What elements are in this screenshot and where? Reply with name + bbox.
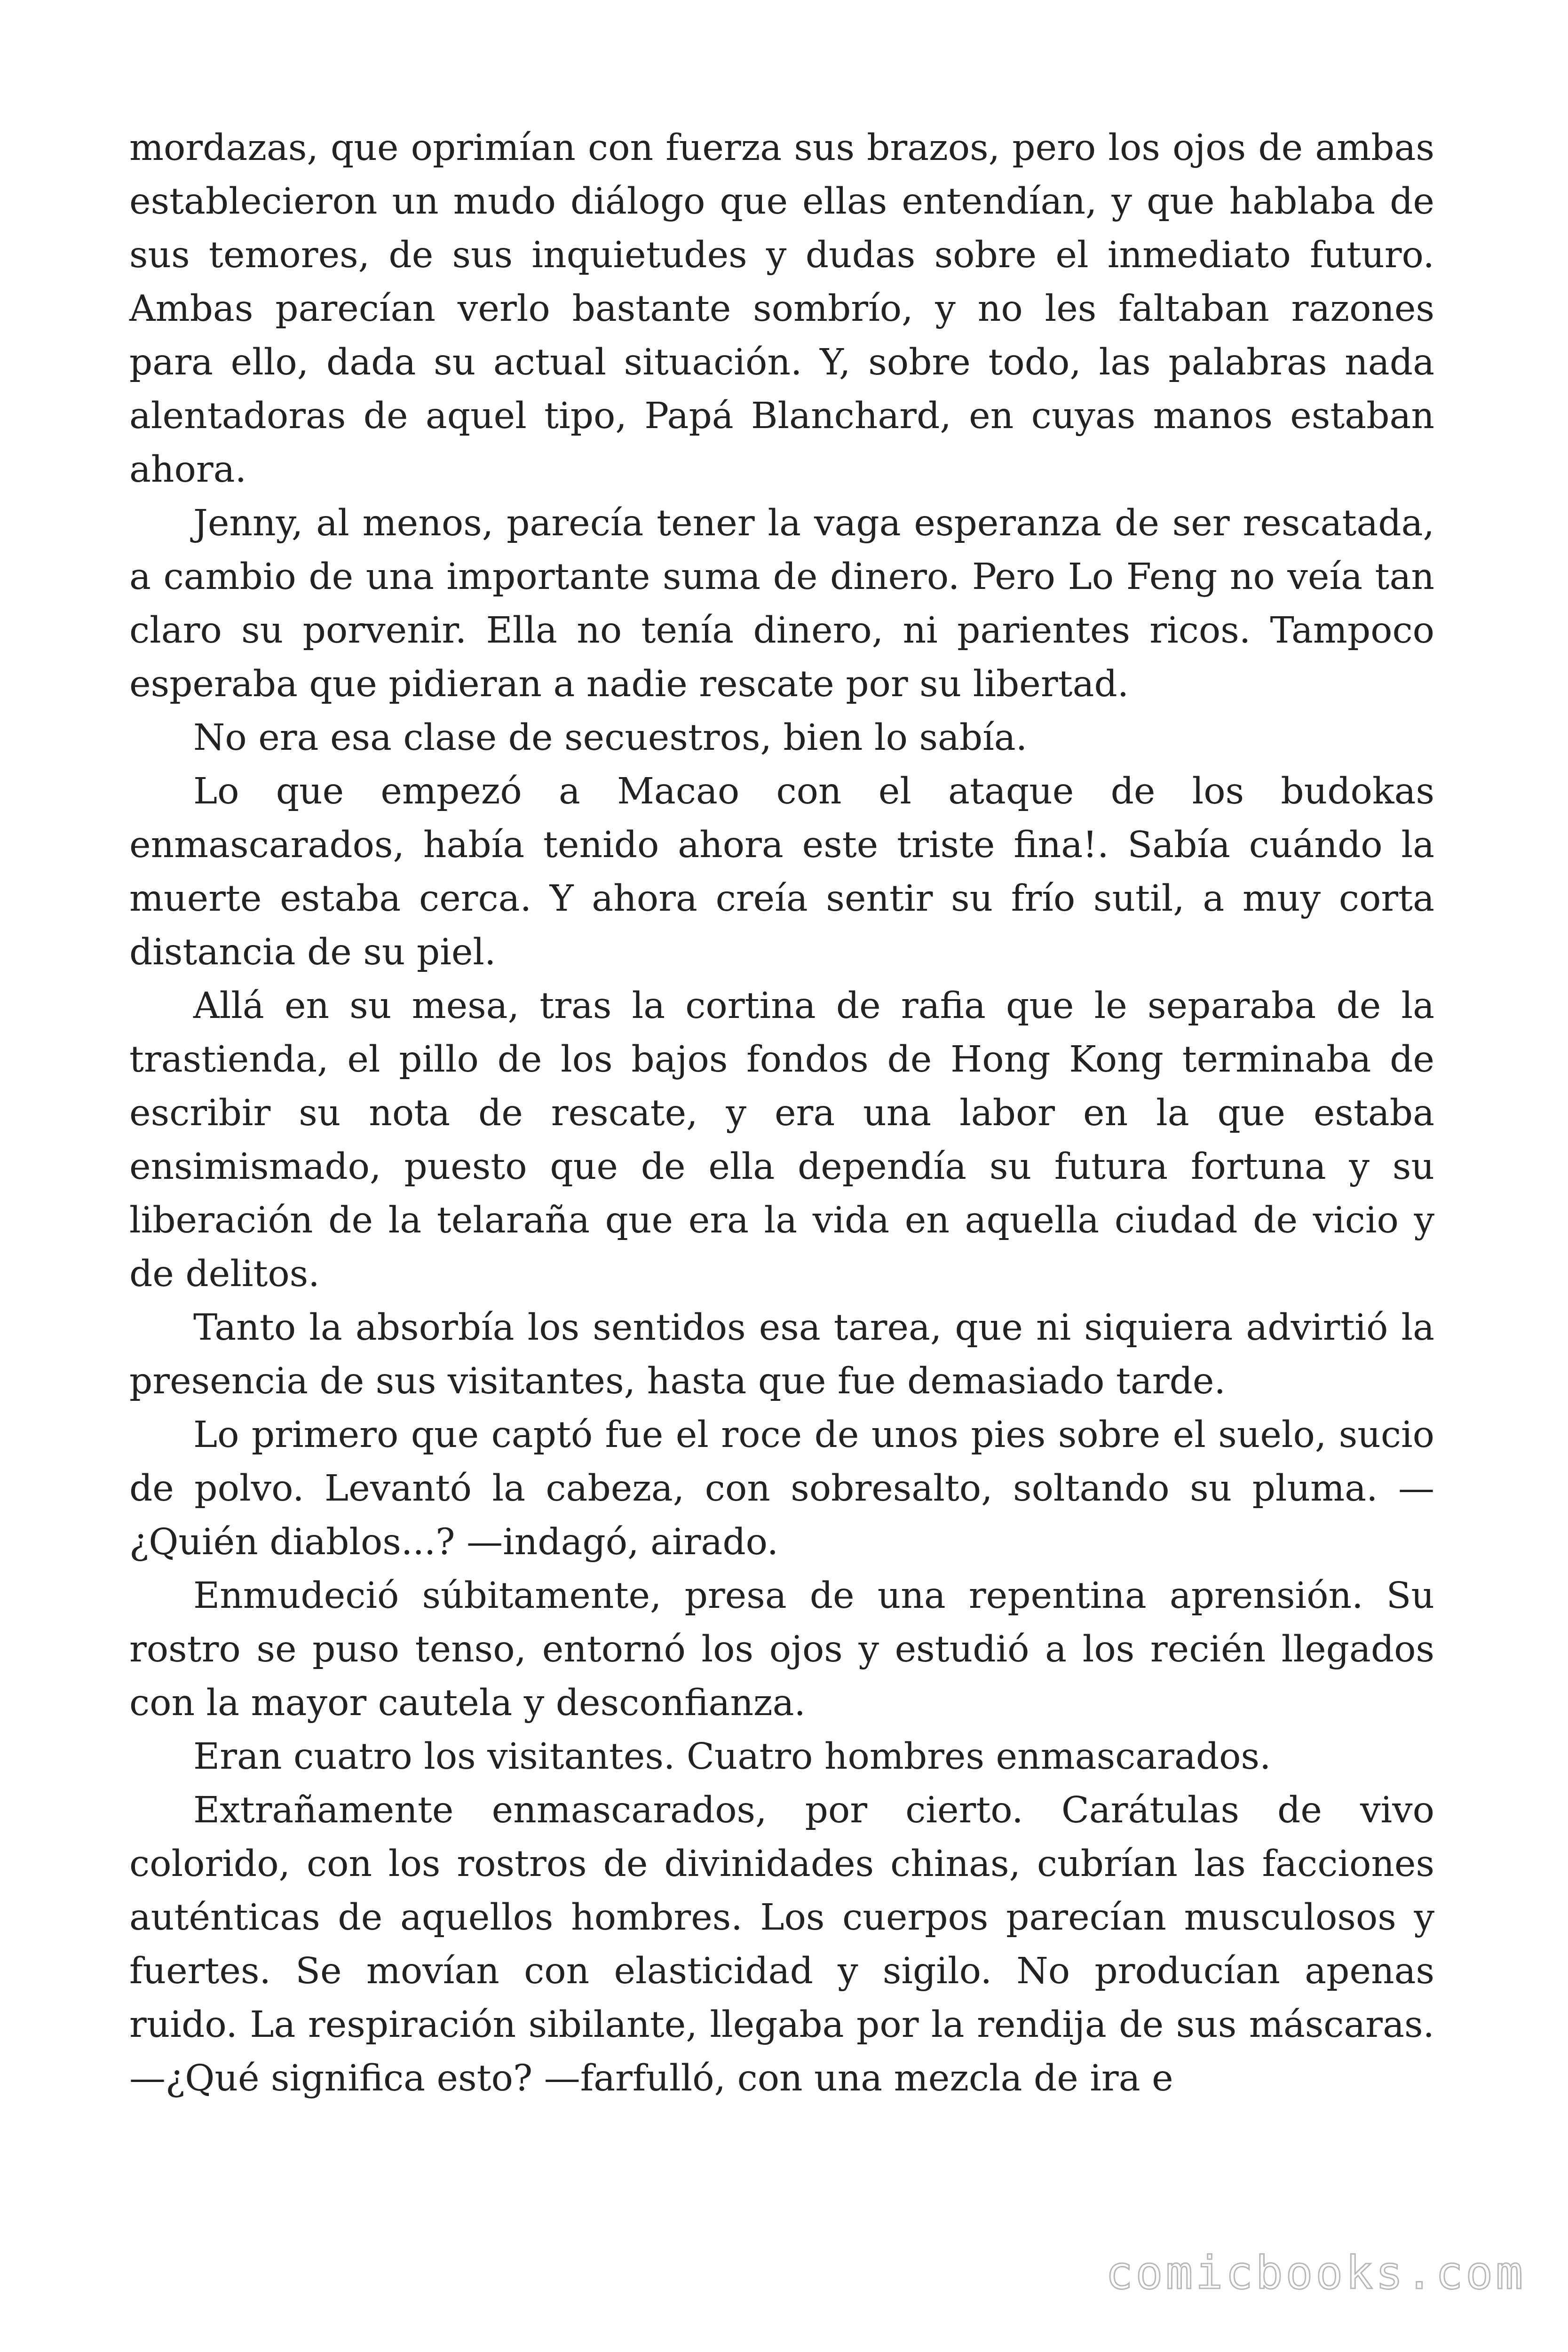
- paragraph-2: Jenny, al menos, parecía tener la vaga esperanza de ser rescatada, a cambio de una importante suma de dinero. Pero Lo Feng no veía tan claro su porvenir. Ella no tenía dinero, ni parientes ricos. Tampoco esperaba que pidieran a nadie rescate por su libertad.: [129, 502, 1434, 705]
- paragraph-7: Lo primero que captó fue el roce de unos pies sobre el suelo, sucio de polvo. Levantó la cabeza, con sobresalto, soltando su pluma. —¿Quién diablos...? —indagó, airado.: [129, 1414, 1434, 1563]
- watermark: comicbooks.com: [1105, 2247, 1526, 2299]
- paragraph-4: Lo que empezó a Macao con el ataque de los budokas enmascarados, había tenido ahora este triste fina!. Sabía cuándo la muerte estaba cerca. Y ahora creía sentir su frío sutil, a muy corta distancia de su piel.: [129, 771, 1434, 973]
- paragraph-6: Tanto la absorbía los sentidos esa tarea, que ni siquiera advirtió la presencia de sus visitantes, hasta que fue demasiado tarde.: [129, 1307, 1434, 1402]
- paragraph-10: Extrañamente enmascarados, por cierto. Carátulas de vivo colorido, con los rostros de divinidades chinas, cubrían las facciones auténticas de aquellos hombres. Los cuerpos parecían musculosos y fuertes. Se movían con elasticidad y sigilo. No producían apenas ruido. La respiración sibilante, llegaba por la rendija de sus máscaras. —¿Qué significa esto? —farfulló, con una mezcla de ira e: [129, 1789, 1434, 2099]
- paragraph-8: Enmudeció súbitamente, presa de una repentina aprensión. Su rostro se puso tenso, entornó los ojos y estudió a los recién llegados con la mayor cautela y desconfianza.: [129, 1575, 1434, 1724]
- paragraph-9: Eran cuatro los visitantes. Cuatro hombres enmascarados.: [193, 1736, 1271, 1778]
- text-body: [129, 121, 1434, 2215]
- paragraph-1: mordazas, que oprimían con fuerza sus brazos, pero los ojos de ambas establecieron un mudo diálogo que ellas entendían, y que hablaba de sus temores, de sus inquietudes y dudas sobre el inmediato futuro. Ambas parecían verlo bastante sombrío, y no les faltaban razones para ello, dada su actual situación. Y, sobre todo, las palabras nada alentadoras de aquel tipo, Papá Blanchard, en cuyas manos estaban ahora.: [129, 127, 1434, 491]
- paragraph-5: Allá en su mesa, tras la cortina de rafia que le separaba de la trastienda, el pillo de los bajos fondos de Hong Kong terminaba de escribir su nota de rescate, y era una labor en la que estaba ensimismado, puesto que de ella dependía su futura fortuna y su liberación de la telaraña que era la vida en aquella ciudad de vicio y de delitos.: [129, 985, 1434, 1295]
- paragraph-3: No era esa clase de secuestros, bien lo sabía.: [193, 717, 1028, 759]
